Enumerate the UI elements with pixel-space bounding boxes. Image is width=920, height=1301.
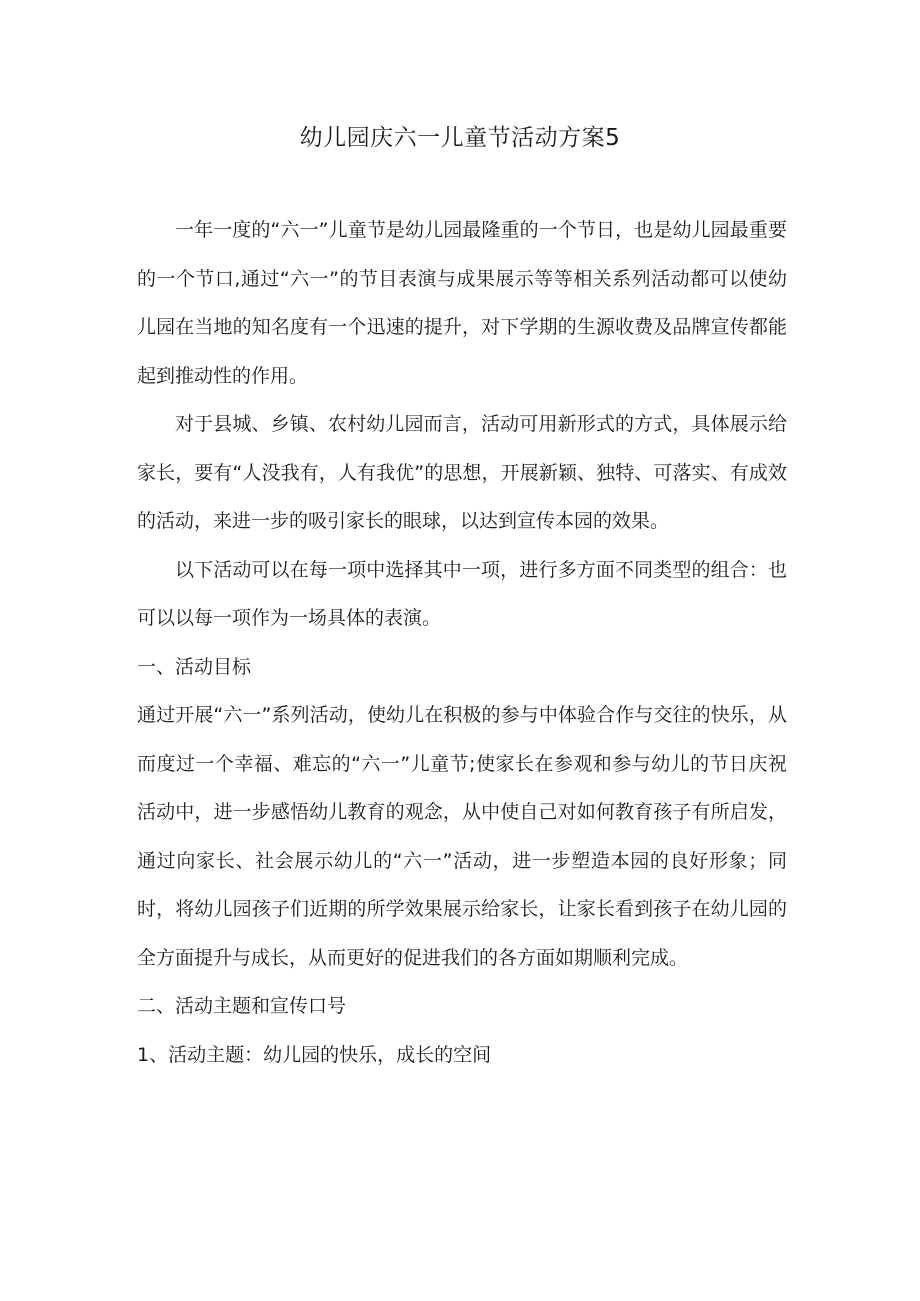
intro-paragraph-2: 对于县城、乡镇、农村幼儿园而言，活动可用新形式的方式，具体展示给家长，要有“人没我有，人有我优”的思想，开展新颖、独特、可落实、有成效的活动，来进一步的吸引家长的眼球，以达到宣传本园的效果。 (137, 413, 787, 532)
section-heading-theme: 二、活动主题和宣传口号 (137, 995, 347, 1017)
goals-paragraph: 通过开展“六一”系列活动，使幼儿在积极的参与中体验合作与交往的快乐，从而度过一个幸福、难忘的“六一”儿童节;使家长在参观和参与幼儿的节日庆祝活动中，进一步感悟幼儿教育的观念，从中使自己对如何教育孩子有所启发，通过向家长、社会展示幼儿的“六一”活动，进一步塑造本园的良好形象；同时，将幼儿园孩子们近期的所学效果展示给家长，让家长看到孩子在幼儿园的全方面提升与成长，从而更好的促进我们的各方面如期顺利完成。 (137, 704, 787, 969)
section-heading-goals: 一、活动目标 (137, 655, 252, 678)
document-title: 幼儿园庆六一儿童节活动方案5 (299, 125, 621, 151)
theme-item-1: 1、活动主题：幼儿园的快乐，成长的空间 (137, 1043, 492, 1066)
document-body (137, 206, 787, 1079)
intro-paragraph-1: 一年一度的“六一”儿童节是幼儿园最隆重的一个节日，也是幼儿园最重要的一个节口,通过“六一”的节目表演与成果展示等等相关系列活动都可以使幼儿园在当地的知名度有一个迅速的提升，对下学期的生源收费及品牌宣传都能起到推动性的作用。 (137, 219, 787, 387)
intro-paragraph-3: 以下活动可以在每一项中选择其中一项，进行多方面不同类型的组合：也可以以每一项作为一场具体的表演。 (137, 558, 787, 629)
